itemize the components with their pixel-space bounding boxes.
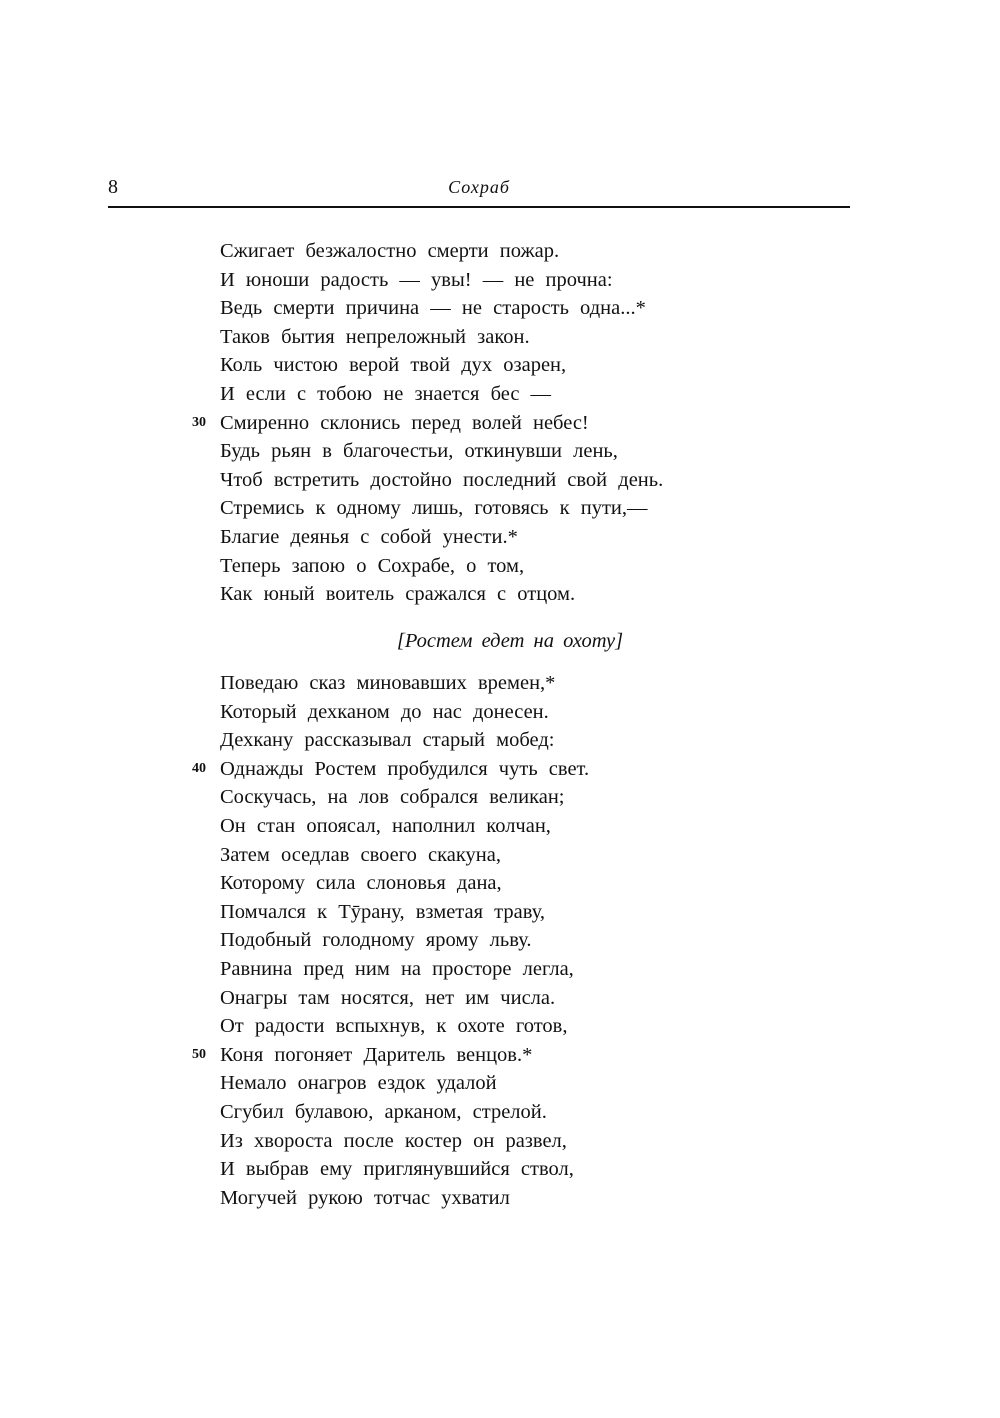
page-header [108, 174, 850, 204]
verse-line [180, 1041, 820, 1070]
verse-text: Из хвороста после костер он развел, [220, 1129, 567, 1152]
verse-line [180, 237, 820, 266]
verse-line [180, 755, 820, 784]
line-number: 30 [192, 414, 206, 430]
verse-text: Поведаю сказ миновавших времен,* [220, 672, 556, 694]
page-number: 8 [108, 176, 118, 198]
verse-line [180, 552, 820, 581]
verse-line [180, 783, 820, 812]
verse-line [180, 523, 820, 552]
verse-line [180, 869, 820, 898]
verse-text: И юноши радость — увы! — не прочна: [220, 268, 613, 291]
stanza-2 [180, 669, 820, 1212]
running-title: Сохраб [448, 177, 510, 197]
verse-line [180, 955, 820, 984]
verse-text: Стремись к одному лишь, готовясь к пути,— [220, 497, 648, 520]
verse-text: Немало онагров ездок удалой [220, 1072, 497, 1095]
verse-text: Теперь запою о Сохрабе, о том, [220, 554, 525, 577]
verse-text: Равнина пред ним на просторе легла, [220, 957, 574, 980]
verse-text: Помчался к Тӯрану, взметая траву, [220, 900, 546, 923]
verse-line [180, 726, 820, 755]
verse-line [180, 984, 820, 1013]
verse-text: Чтоб встретить достойно последний свой день. [220, 468, 664, 491]
verse-text: Однажды Ростем пробудился чуть свет. [220, 757, 590, 780]
verse-line [180, 1127, 820, 1156]
line-number: 50 [192, 1046, 206, 1062]
verse-line [180, 1069, 820, 1098]
verse-line [180, 669, 820, 698]
verse-text: Он стан опоясал, наполнил колчан, [220, 814, 551, 837]
verse-line [180, 409, 820, 438]
verse-line [180, 294, 820, 323]
verse-text: Сгубил булавою, арканом, стрелой. [220, 1100, 547, 1123]
verse-text: Смиренно склонись перед волей небес! [220, 411, 589, 434]
verse-line [180, 323, 820, 352]
verse-line [180, 898, 820, 927]
verse-line [180, 1098, 820, 1127]
verse-text: Благие деянья с собой унести.* [220, 525, 518, 548]
verse-text: Таков бытия непреложный закон. [220, 325, 530, 348]
stanza-1 [180, 237, 820, 609]
verse-text: Дехкану рассказывал старый мобед: [220, 729, 555, 752]
verse-line [180, 266, 820, 295]
verse-text: И выбрав ему приглянувшийся ствол, [220, 1158, 574, 1181]
verse-text: Затем оседлав своего скакуна, [220, 843, 501, 866]
verse-text: Могучей рукою тотчас ухватил [220, 1186, 510, 1209]
verse-line [180, 380, 820, 409]
verse-line [180, 698, 820, 727]
verse-line [180, 437, 820, 466]
verse-text: Коль чистою верой твой дух озарен, [220, 354, 567, 377]
line-number: 40 [192, 760, 206, 776]
verse-text: От радости вспыхнув, к охоте готов, [220, 1015, 568, 1038]
verse-line [180, 1184, 820, 1213]
verse-line [180, 841, 820, 870]
section-title: [Ростем едет на охоту] [396, 630, 624, 652]
verse-line [180, 1012, 820, 1041]
verse-text: Будь рьян в благочестьи, откинувши лень, [220, 440, 618, 463]
verse-text: Который дехканом до нас донесен. [220, 700, 549, 723]
verse-line [180, 466, 820, 495]
verse-text: И если с тобою не знается бес — [220, 382, 552, 405]
verse-text: Ведь смерти причина — не старость одна...* [220, 297, 646, 320]
verse-line [180, 812, 820, 841]
verse-line [180, 351, 820, 380]
verse-text: Подобный голодному ярому льву. [220, 929, 532, 952]
verse-text: Как юный воитель сражался с отцом. [220, 583, 576, 606]
verse-line [180, 494, 820, 523]
verse-text: Коня погоняет Даритель венцов.* [220, 1043, 533, 1066]
verse-text: Онагры там носятся, нет им числа. [220, 986, 556, 1009]
verse-text: Соскучась, на лов собрался великан; [220, 786, 565, 809]
verse-text: Которому сила слоновья дана, [220, 872, 502, 895]
verse-line [180, 580, 820, 609]
verse-line [180, 926, 820, 955]
header-rule [108, 206, 850, 208]
verse-text: Сжигает безжалостно смерти пожар. [220, 240, 560, 262]
verse-line [180, 1155, 820, 1184]
